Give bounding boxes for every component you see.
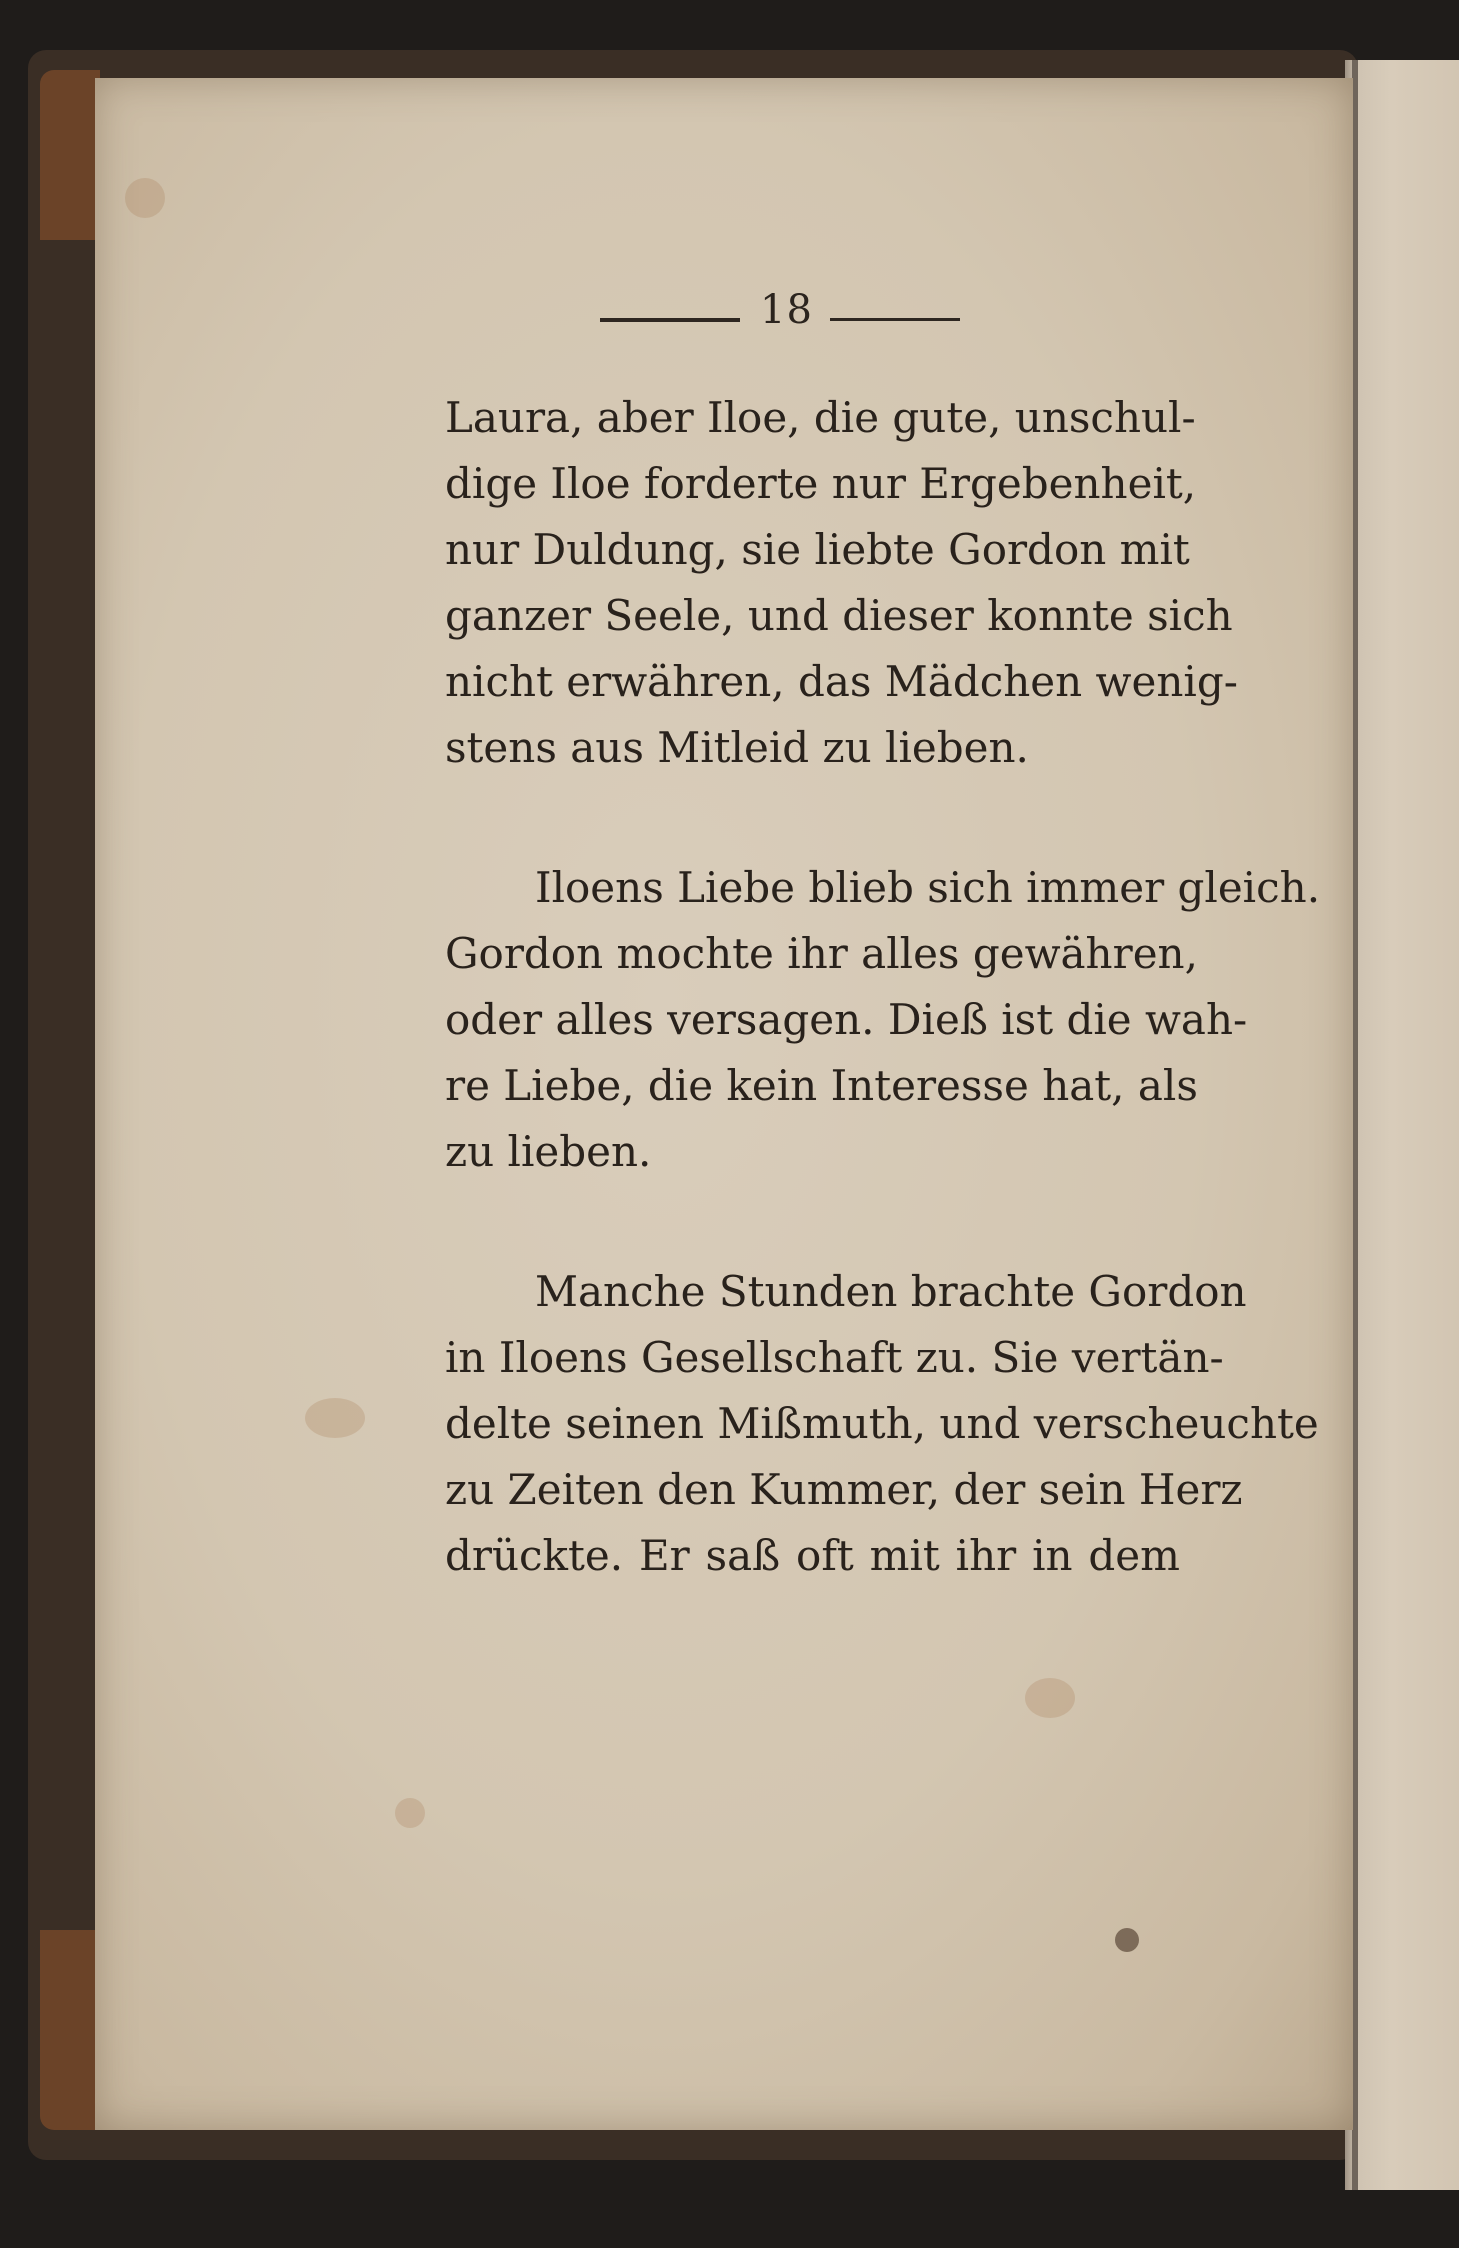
text-line: nur Duldung, sie liebte Gordon mit	[445, 525, 1190, 574]
text-line: zu Zeiten den Kummer, der sein Herz	[445, 1465, 1243, 1514]
paragraph-gap	[445, 1185, 1180, 1259]
cover-leather-corner-top	[40, 70, 100, 240]
text-line: dige Iloe forderte nur Ergebenheit,	[445, 459, 1197, 508]
text-line: ganzer Seele, und dieser konnte sich	[445, 591, 1233, 640]
paragraph	[445, 1259, 1319, 1589]
body-text	[445, 385, 1321, 1589]
page-header	[600, 285, 980, 335]
text-line: drückte. Er saß oft mit ihr in dem	[445, 1531, 1180, 1580]
text-line: oder alles versagen. Dieß ist die wah-	[445, 995, 1248, 1044]
text-line: Manche Stunden brachte Gordon	[535, 1267, 1247, 1316]
text-line: Gordon mochte ihr alles gewähren,	[445, 929, 1198, 978]
paper-stain	[125, 178, 165, 218]
text-line: delte seinen Mißmuth, und verscheuchte	[445, 1399, 1319, 1448]
text-line: Iloens Liebe blieb sich immer gleich.	[535, 863, 1321, 912]
paragraph-gap	[445, 781, 1180, 855]
paragraph	[445, 385, 1238, 781]
text-line: in Iloens Gesellschaft zu. Sie vertän-	[445, 1333, 1224, 1382]
text-line: nicht erwähren, das Mädchen wenig-	[445, 657, 1238, 706]
page-number: 18	[760, 287, 813, 333]
paper-stain	[1025, 1678, 1075, 1718]
header-rule-right	[830, 318, 960, 321]
paper-stain	[305, 1398, 365, 1438]
text-line: zu lieben.	[445, 1127, 652, 1176]
paper-stain	[1115, 1928, 1139, 1952]
paper-stain	[395, 1798, 425, 1828]
paragraph	[445, 855, 1321, 1185]
text-line: Laura, aber Iloe, die gute, unschul-	[445, 393, 1196, 442]
text-line: re Liebe, die kein Interesse hat, als	[445, 1061, 1198, 1110]
header-rule-left	[600, 318, 740, 322]
facing-page-edge	[1345, 60, 1459, 2190]
text-line: stens aus Mitleid zu lieben.	[445, 723, 1029, 772]
